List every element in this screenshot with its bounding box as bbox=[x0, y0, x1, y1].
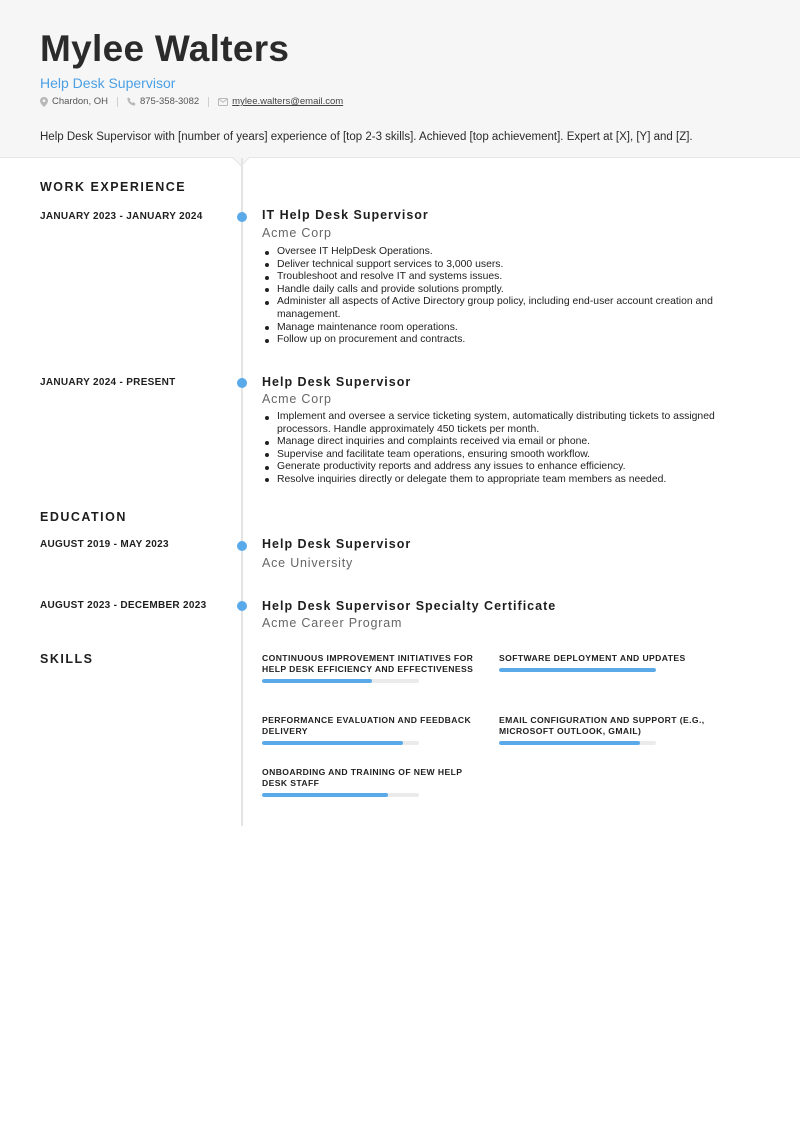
work-experience-heading: WORK EXPERIENCE bbox=[40, 180, 187, 194]
skill-name: CONTINUOUS IMPROVEMENT INITIATIVES FOR HELP DESK EFFICIENCY AND EFFECTIVENESS bbox=[262, 653, 474, 675]
work-2-dates: JANUARY 2024 - PRESENT bbox=[40, 377, 176, 388]
email-link[interactable]: mylee.walters@email.com bbox=[232, 96, 344, 107]
skill-bar-fill bbox=[499, 741, 640, 745]
list-item: Handle daily calls and provide solutions promptly. bbox=[262, 284, 752, 297]
timeline-dot bbox=[237, 601, 247, 611]
timeline-dot bbox=[237, 378, 247, 388]
phone-icon bbox=[127, 97, 136, 106]
work-1-role: IT Help Desk Supervisor bbox=[262, 208, 429, 222]
education-2-degree: Help Desk Supervisor Specialty Certificate bbox=[262, 599, 557, 613]
work-1-bullets bbox=[262, 246, 752, 347]
skill-bar-fill bbox=[262, 679, 372, 683]
list-item: Implement and oversee a service ticketing system, automatically distributing tickets to assigned processors. Handle approximately 450 tickets per month. bbox=[262, 411, 752, 436]
list-item: Manage maintenance room operations. bbox=[262, 322, 752, 335]
contact-email bbox=[218, 96, 343, 107]
work-1-dates: JANUARY 2023 - JANUARY 2024 bbox=[40, 211, 203, 222]
skill-bar bbox=[262, 679, 419, 683]
skill-bar bbox=[262, 741, 419, 745]
skill-name: ONBOARDING AND TRAINING OF NEW HELP DESK STAFF bbox=[262, 767, 463, 789]
education-2-school: Acme Career Program bbox=[262, 616, 403, 630]
list-item: Supervise and facilitate team operations, ensuring smooth workflow. bbox=[262, 449, 752, 462]
contact-divider bbox=[208, 97, 209, 107]
candidate-name: Mylee Walters bbox=[40, 28, 290, 69]
skill-bar bbox=[262, 793, 419, 797]
list-item: Resolve inquiries directly or delegate them to appropriate team members as needed. bbox=[262, 474, 752, 487]
skill-name: SOFTWARE DEPLOYMENT AND UPDATES bbox=[499, 653, 686, 663]
skill-item bbox=[262, 653, 490, 683]
location-text: Chardon, OH bbox=[52, 96, 108, 107]
list-item: Deliver technical support services to 3,000 users. bbox=[262, 259, 752, 272]
contact-location bbox=[40, 96, 108, 107]
timeline-dot bbox=[237, 212, 247, 222]
timeline-line bbox=[241, 158, 243, 826]
skill-bar bbox=[499, 741, 656, 745]
job-title: Help Desk Supervisor bbox=[40, 75, 176, 91]
work-1-company: Acme Corp bbox=[262, 226, 332, 240]
skill-item bbox=[262, 715, 490, 745]
education-1-school: Ace University bbox=[262, 556, 354, 570]
skill-item bbox=[499, 715, 727, 745]
work-2-role: Help Desk Supervisor bbox=[262, 375, 412, 389]
skill-name: EMAIL CONFIGURATION AND SUPPORT (E.G., MICROSOFT OUTLOOK, GMAIL) bbox=[499, 715, 705, 737]
skill-item bbox=[262, 767, 490, 797]
education-heading: EDUCATION bbox=[40, 510, 127, 524]
envelope-icon bbox=[218, 98, 228, 106]
education-1-dates: AUGUST 2019 - MAY 2023 bbox=[40, 539, 169, 550]
phone-text: 875-358-3082 bbox=[139, 96, 200, 107]
contact-divider bbox=[117, 97, 118, 107]
list-item: Generate productivity reports and address any issues to enhance efficiency. bbox=[262, 461, 752, 474]
skill-item bbox=[499, 653, 727, 672]
list-item: Manage direct inquiries and complaints received via email or phone. bbox=[262, 436, 752, 449]
education-1-degree: Help Desk Supervisor bbox=[262, 537, 412, 551]
map-pin-icon bbox=[40, 97, 48, 107]
list-item: Oversee IT HelpDesk Operations. bbox=[262, 246, 752, 259]
list-item: Troubleshoot and resolve IT and systems issues. bbox=[262, 271, 752, 284]
education-2-dates: AUGUST 2023 - DECEMBER 2023 bbox=[40, 600, 207, 611]
skill-bar-fill bbox=[499, 668, 656, 672]
contact-info bbox=[40, 96, 343, 107]
list-item: Administer all aspects of Active Directory group policy, including end-user account creation and management. bbox=[262, 296, 752, 321]
contact-phone bbox=[127, 96, 199, 107]
profile-summary: Help Desk Supervisor with [number of years] experience of [top 2-3 skills]. Achieved [top achievement]. Expert at [X], [Y] and [Z]. bbox=[40, 131, 693, 143]
skill-bar-fill bbox=[262, 741, 403, 745]
skill-name: PERFORMANCE EVALUATION AND FEEDBACK DELIVERY bbox=[262, 715, 472, 737]
work-2-bullets bbox=[262, 411, 752, 487]
skill-bar bbox=[499, 668, 656, 672]
skill-bar-fill bbox=[262, 793, 388, 797]
resume-header bbox=[0, 0, 800, 158]
list-item: Follow up on procurement and contracts. bbox=[262, 334, 752, 347]
skills-heading: SKILLS bbox=[40, 652, 94, 666]
timeline-dot bbox=[237, 541, 247, 551]
work-2-company: Acme Corp bbox=[262, 392, 332, 406]
